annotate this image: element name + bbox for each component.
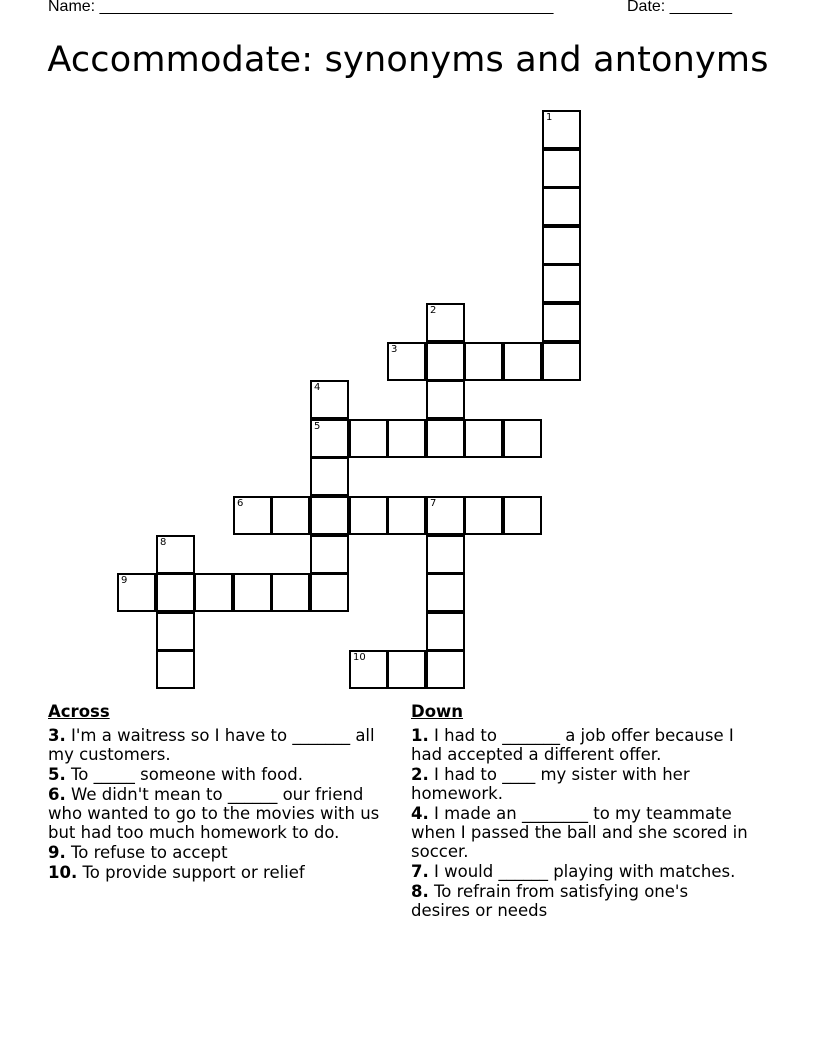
crossword-cell[interactable] [503, 496, 542, 535]
clue-number: 10 [353, 652, 366, 663]
down-clue [411, 765, 751, 803]
crossword-cell[interactable] [156, 573, 195, 612]
crossword-cell[interactable] [310, 380, 349, 419]
page-title: Accommodate: synonyms and antonyms [47, 40, 769, 80]
clue-number-label: 5. [48, 765, 66, 784]
crossword-cell[interactable] [310, 496, 349, 535]
clue-number: 5 [314, 421, 321, 432]
crossword-cell[interactable] [426, 496, 465, 535]
clue-text: To refrain from satisfying one's desires or needs [411, 882, 689, 920]
clue-text: We didn't mean to ______ our friend who wanted to go to the movies with us but had too much homework to do. [48, 785, 380, 842]
across-clue-list [48, 726, 398, 882]
crossword-cell[interactable] [426, 612, 465, 651]
clue-number-label: 10. [48, 863, 78, 882]
crossword-cell[interactable] [271, 496, 310, 535]
down-heading: Down [411, 702, 464, 721]
down-clue-list [411, 726, 751, 920]
crossword-cell[interactable] [542, 149, 581, 188]
crossword-cell[interactable] [464, 496, 503, 535]
crossword-cell[interactable] [387, 650, 426, 689]
crossword-cell[interactable] [310, 535, 349, 574]
name-field-label: Name: ___________________________________________________ [48, 0, 554, 15]
date-field-label: Date: _______ [627, 0, 732, 15]
clue-number: 3 [391, 344, 398, 355]
crossword-cell[interactable] [503, 419, 542, 458]
clue-number: 2 [430, 305, 437, 316]
clue-text: I had to ____ my sister with her homework. [411, 765, 690, 803]
down-clue [411, 804, 751, 861]
clue-number: 9 [121, 575, 128, 586]
crossword-cell[interactable] [387, 496, 426, 535]
crossword-cell[interactable] [310, 419, 349, 458]
down-clues [411, 702, 751, 921]
across-heading: Across [48, 702, 110, 721]
crossword-cell[interactable] [310, 573, 349, 612]
crossword-cell[interactable] [271, 573, 310, 612]
crossword-cell[interactable] [349, 496, 388, 535]
crossword-cell[interactable] [349, 650, 388, 689]
crossword-cell[interactable] [542, 110, 581, 149]
across-clue [48, 843, 398, 862]
crossword-cell[interactable] [542, 303, 581, 342]
across-clue [48, 765, 398, 784]
clue-text: To provide support or relief [77, 863, 305, 882]
crossword-cell[interactable] [387, 419, 426, 458]
clue-number: 6 [237, 498, 244, 509]
clue-number: 8 [160, 537, 167, 548]
crossword-cell[interactable] [233, 573, 272, 612]
crossword-cell[interactable] [503, 342, 542, 381]
crossword-cell[interactable] [233, 496, 272, 535]
crossword-cell[interactable] [542, 226, 581, 265]
crossword-cell[interactable] [156, 650, 195, 689]
clue-text: To refuse to accept [65, 843, 228, 862]
crossword-cell[interactable] [464, 342, 503, 381]
crossword-cell[interactable] [426, 303, 465, 342]
down-clue [411, 882, 751, 920]
across-clue [48, 726, 398, 764]
crossword-cell[interactable] [426, 380, 465, 419]
clue-text: I made an ________ to my teammate when I passed the ball and she scored in soccer. [411, 804, 748, 861]
crossword-cell[interactable] [426, 535, 465, 574]
crossword-cell[interactable] [156, 612, 195, 651]
clue-number-label: 8. [411, 882, 429, 901]
down-clue [411, 862, 751, 881]
clue-number-label: 4. [411, 804, 429, 823]
crossword-cell[interactable] [194, 573, 233, 612]
crossword-cell[interactable] [542, 264, 581, 303]
crossword-cell[interactable] [542, 187, 581, 226]
crossword-cell[interactable] [426, 419, 465, 458]
across-clue [48, 785, 398, 842]
clue-number-label: 3. [48, 726, 66, 745]
clue-text: To _____ someone with food. [65, 765, 303, 784]
clue-number-label: 7. [411, 862, 429, 881]
crossword-cell[interactable] [542, 342, 581, 381]
clue-text: I had to _______ a job offer because I had accepted a different offer. [411, 726, 734, 764]
crossword-cell[interactable] [310, 457, 349, 496]
clue-number-label: 6. [48, 785, 66, 804]
clue-text: I'm a waitress so I have to _______ all my customers. [48, 726, 375, 764]
crossword-cell[interactable] [117, 573, 156, 612]
crossword-cell[interactable] [349, 419, 388, 458]
clue-number: 7 [430, 498, 437, 509]
crossword-cell[interactable] [426, 573, 465, 612]
clue-text: I would ______ playing with matches. [428, 862, 736, 881]
clue-number-label: 1. [411, 726, 429, 745]
crossword-cell[interactable] [156, 535, 195, 574]
clue-number: 4 [314, 382, 321, 393]
crossword-cell[interactable] [426, 650, 465, 689]
crossword-cell[interactable] [464, 419, 503, 458]
across-clues [48, 702, 398, 883]
down-clue [411, 726, 751, 764]
across-clue [48, 863, 398, 882]
clue-number-label: 2. [411, 765, 429, 784]
crossword-cell[interactable] [387, 342, 426, 381]
clue-number: 1 [546, 112, 553, 123]
clue-number-label: 9. [48, 843, 66, 862]
crossword-cell[interactable] [426, 342, 465, 381]
